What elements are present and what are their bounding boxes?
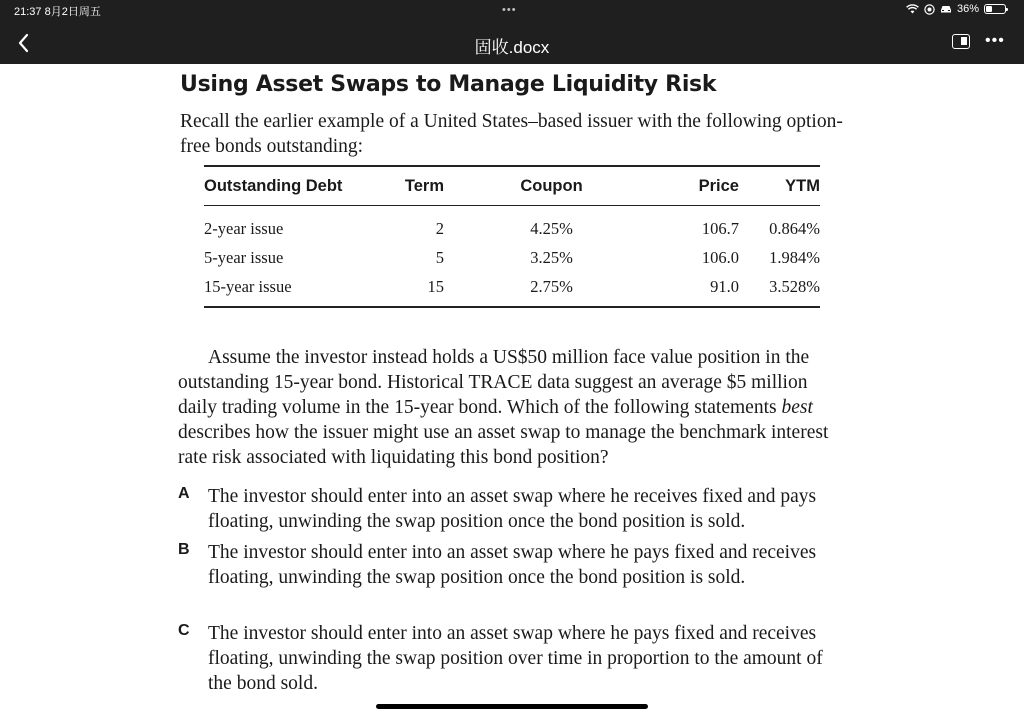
cell-coupon: 4.25% xyxy=(530,218,573,238)
cell-term: 15 xyxy=(427,276,444,296)
option-text: The investor should enter into an asset swap where he pays fixed and receives floating, unwinding the swap position once the bond position is sold. xyxy=(208,542,817,588)
location-icon xyxy=(924,4,935,15)
option-text: The investor should enter into an asset swap where he pays fixed and receives floating, unwinding the swap position over time in proportion to the amount of the bond sold. xyxy=(208,623,823,694)
col-term: Term xyxy=(404,176,444,195)
cell-term: 5 xyxy=(435,247,444,267)
reader-mode-button[interactable] xyxy=(952,34,970,49)
cell-debt: 2-year issue xyxy=(204,218,284,238)
col-price: Price xyxy=(698,176,739,195)
table-row xyxy=(204,272,820,307)
question-emphasis: best xyxy=(781,397,813,418)
wifi-icon xyxy=(906,4,919,14)
top-bar xyxy=(0,0,1024,64)
cell-ytm: 1.984% xyxy=(769,247,820,267)
col-outstanding-debt: Outstanding Debt xyxy=(204,176,343,195)
cell-debt: 15-year issue xyxy=(204,276,292,296)
cell-ytm: 3.528% xyxy=(769,276,820,296)
cell-price: 106.7 xyxy=(701,218,739,238)
document-title: 固收.docx xyxy=(474,38,550,57)
cell-ytm: 0.864% xyxy=(769,218,820,238)
status-icons xyxy=(906,2,1006,16)
home-indicator[interactable] xyxy=(376,704,648,709)
option-letter: C xyxy=(178,622,190,639)
intro-paragraph: Recall the earlier example of a United States–based issuer with the following option-free bonds outstanding: xyxy=(180,111,843,157)
cell-debt: 5-year issue xyxy=(204,247,284,267)
question-text-2: describes how the issuer might use an asset swap to manage the benchmark interest rate risk associated with liquidating this bond position? xyxy=(178,422,829,468)
question-paragraph xyxy=(178,345,848,470)
table-row xyxy=(204,206,820,244)
col-coupon: Coupon xyxy=(520,176,583,195)
question-text-1: Assume the investor instead holds a US$50 million face value position in the outstanding 15-year bond. Historical TRACE data suggest an average $5 million daily trading volume in the 15-year bond. Which of the following statements xyxy=(178,347,810,418)
cell-coupon: 2.75% xyxy=(530,276,573,296)
reader-icon xyxy=(961,37,967,45)
col-ytm: YTM xyxy=(785,176,820,195)
cell-coupon: 3.25% xyxy=(530,247,573,267)
option-text: The investor should enter into an asset swap where he receives fixed and pays floating, unwinding the swap position once the bond position is sold. xyxy=(208,486,817,532)
section-title: Using Asset Swaps to Manage Liquidity Risk xyxy=(180,72,717,97)
car-icon xyxy=(940,4,952,14)
battery-percent: 36% xyxy=(956,3,979,15)
more-options-button[interactable]: ••• xyxy=(985,32,1005,49)
cell-term: 2 xyxy=(435,218,444,238)
cell-price: 91.0 xyxy=(710,276,739,296)
cell-price: 106.0 xyxy=(701,247,739,267)
battery-icon xyxy=(984,4,1006,14)
option-letter: B xyxy=(178,541,190,558)
bonds-table xyxy=(204,165,820,308)
status-time: 21:37 8月2日周五 xyxy=(14,6,101,18)
multitask-dots[interactable]: ••• xyxy=(502,4,517,16)
option-letter: A xyxy=(178,485,190,502)
table-header-row xyxy=(204,166,820,206)
table-row xyxy=(204,243,820,272)
